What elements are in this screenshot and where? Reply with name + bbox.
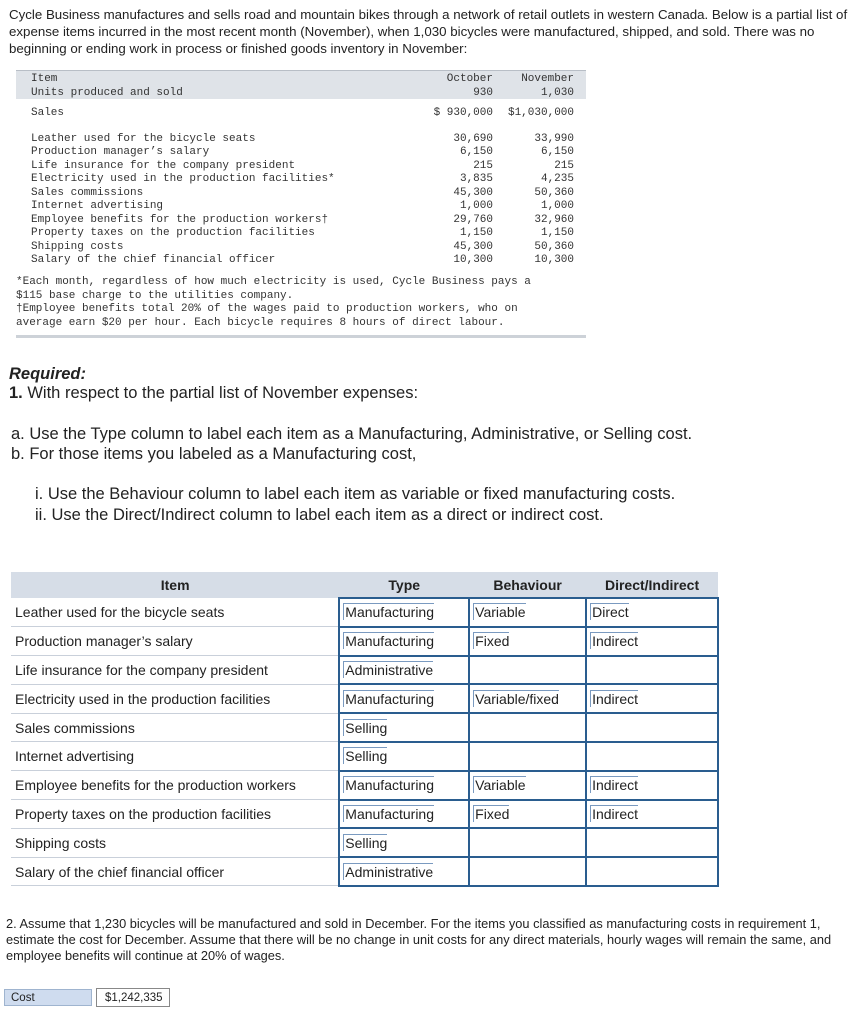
expense-row: [16, 254, 586, 268]
expense-item-label: Sales: [31, 107, 65, 119]
cell-value: Administrative: [345, 863, 434, 880]
october-value: 45,300: [453, 240, 493, 253]
header-item: Item: [11, 572, 339, 598]
cell-value: Variable: [475, 604, 526, 621]
expense-row: [16, 200, 586, 214]
cell-value: Selling: [345, 719, 388, 736]
table-row: [11, 742, 718, 771]
november-value: 6,150: [540, 146, 574, 158]
item-cell: Production manager’s salary: [11, 627, 339, 656]
cell-value: Manufacturing: [345, 805, 434, 822]
expense-item-label: Property taxes on the production facilities: [31, 227, 315, 239]
note-line: $115 base charge to the utilities company.: [16, 289, 294, 302]
cell-value: Direct: [592, 604, 629, 621]
october-value: 10,300: [453, 254, 493, 266]
table-row: [11, 656, 718, 685]
november-value: 1,150: [540, 227, 574, 239]
note-line: *Each month, regardless of how much electricity is used, Cycle Business pays a: [16, 276, 531, 288]
expense-item-label: Shipping costs: [31, 240, 124, 253]
q1-text: [9, 384, 418, 403]
type-cell[interactable]: [339, 800, 469, 829]
note-line: †Employee benefits total 20% of the wages paid to production workers, who on: [16, 303, 518, 315]
direct-indirect-cell[interactable]: [586, 857, 718, 886]
october-value: $ 930,000: [433, 107, 493, 119]
direct-indirect-cell[interactable]: [586, 771, 718, 800]
expense-table: [16, 70, 586, 268]
expense-row: [16, 187, 586, 201]
header-type: Type: [339, 572, 469, 598]
header-item: Item: [31, 73, 58, 85]
november-value: 10,300: [534, 254, 574, 266]
type-cell[interactable]: [339, 771, 469, 800]
expense-item-label: Sales commissions: [31, 186, 144, 199]
cell-value: Fixed: [475, 633, 510, 650]
direct-indirect-cell[interactable]: [586, 713, 718, 742]
november-value: 50,360: [534, 186, 574, 199]
req-a: a. Use the Type column to label each item as a Manufacturing, Administrative, or Selling cost.: [11, 425, 693, 443]
cell-value: Selling: [345, 834, 388, 851]
req-ii: ii. Use the Direct/Indirect column to label each item as a direct or indirect cost.: [35, 506, 604, 524]
cell-value: Fixed: [475, 805, 510, 822]
type-cell[interactable]: [339, 684, 469, 713]
cost-input[interactable]: $1,242,335: [96, 988, 170, 1007]
direct-indirect-cell[interactable]: [586, 598, 718, 627]
november-value: $1,030,000: [507, 107, 574, 119]
table-row: [11, 598, 718, 627]
expense-row: [16, 146, 586, 160]
expense-row: [16, 173, 586, 187]
direct-indirect-cell[interactable]: [586, 684, 718, 713]
item-cell: Shipping costs: [11, 828, 339, 857]
november-value: 1,000: [540, 200, 574, 212]
direct-indirect-cell[interactable]: [586, 742, 718, 771]
q1-number: 1.: [9, 384, 23, 402]
note-line: average earn $20 per hour. Each bicycle requires 8 hours of direct labour.: [16, 316, 505, 329]
october-value: 215: [473, 159, 493, 172]
units-november: 1,030: [540, 87, 574, 99]
direct-indirect-cell[interactable]: [586, 828, 718, 857]
october-value: 30,690: [453, 132, 493, 145]
cell-value: Indirect: [592, 633, 639, 650]
item-cell: Salary of the chief financial officer: [11, 857, 339, 886]
expense-item-label: Internet advertising: [31, 200, 164, 212]
divider: [16, 335, 586, 338]
item-cell: Sales commissions: [11, 713, 339, 742]
header-november: November: [521, 73, 574, 85]
type-cell[interactable]: [339, 828, 469, 857]
req-b: b. For those items you labeled as a Manufacturing cost,: [11, 445, 417, 463]
type-cell[interactable]: [339, 627, 469, 656]
october-value: 3,835: [459, 173, 493, 185]
behaviour-cell[interactable]: [469, 771, 586, 800]
intro-paragraph: Cycle Business manufactures and sells road and mountain bikes through a network of retail outlets in western Canada. Below is a partial list of expense items incurred in the most recent month (November), when 1,030 bicycles were manufactured, shipped, and sold. There was no beginning or ending work in process or finished goods inventory in November:: [9, 7, 848, 56]
cell-value: Indirect: [592, 777, 639, 794]
november-value: 215: [554, 159, 574, 172]
table-row: [11, 713, 718, 742]
expense-item-label: Life insurance for the company president: [31, 159, 296, 172]
type-cell[interactable]: [339, 656, 469, 685]
item-cell: Employee benefits for the production workers: [11, 771, 339, 800]
table-row: [11, 771, 718, 800]
october-value: 29,760: [453, 213, 493, 226]
type-cell[interactable]: [339, 742, 469, 771]
october-value: 6,150: [459, 146, 493, 158]
behaviour-cell[interactable]: [469, 598, 586, 627]
table-row: [11, 857, 718, 886]
type-cell[interactable]: [339, 857, 469, 886]
units-october: 930: [473, 87, 493, 99]
cell-value: Manufacturing: [345, 633, 434, 650]
cell-value: Selling: [345, 748, 388, 765]
october-value: 1,150: [459, 227, 493, 239]
q1-label: With respect to the partial list of November expenses:: [27, 384, 419, 402]
october-value: 45,300: [453, 186, 493, 199]
header-units: Units produced and sold: [31, 87, 183, 99]
header-behaviour: Behaviour: [469, 572, 586, 598]
type-cell[interactable]: [339, 598, 469, 627]
answer-table-body: [11, 598, 718, 886]
expense-notes: [16, 276, 586, 330]
november-value: 32,960: [534, 213, 574, 226]
behaviour-cell[interactable]: [469, 684, 586, 713]
behaviour-cell[interactable]: [469, 857, 586, 886]
cell-value: Variable/fixed: [475, 690, 559, 707]
behaviour-cell[interactable]: [469, 713, 586, 742]
expense-row: [16, 133, 586, 147]
item-cell: Leather used for the bicycle seats: [11, 598, 339, 627]
behaviour-cell[interactable]: [469, 656, 586, 685]
header-october: October: [446, 73, 493, 85]
header-direct-indirect: Direct/Indirect: [586, 572, 718, 598]
expense-row: [16, 241, 586, 255]
direct-indirect-cell[interactable]: [586, 800, 718, 829]
november-value: 33,990: [534, 132, 574, 145]
november-value: 50,360: [534, 240, 574, 253]
expense-table-header: [16, 70, 586, 99]
table-row: [11, 684, 718, 713]
expense-row: [16, 107, 586, 121]
expense-rows: [16, 107, 586, 268]
expense-row: [16, 227, 586, 241]
behaviour-cell[interactable]: [469, 742, 586, 771]
behaviour-cell[interactable]: [469, 627, 586, 656]
cell-value: Indirect: [592, 805, 639, 822]
cell-value: Administrative: [345, 661, 434, 678]
expense-row: [16, 160, 586, 174]
expense-item-label: Production manager’s salary: [31, 146, 210, 158]
item-cell: Electricity used in the production facilities: [11, 684, 339, 713]
expense-item-label: Salary of the chief financial officer: [31, 254, 276, 266]
item-cell: Property taxes on the production facilities: [11, 800, 339, 829]
answer-table: [11, 572, 719, 887]
expense-item-label: Leather used for the bicycle seats: [31, 132, 256, 145]
table-row: [11, 800, 718, 829]
type-cell[interactable]: [339, 713, 469, 742]
cell-value: Manufacturing: [345, 604, 434, 621]
behaviour-cell[interactable]: [469, 800, 586, 829]
q2-text: 2. Assume that 1,230 bicycles will be manufactured and sold in December. For the items you classified as manufacturing costs in requirement 1, estimate the cost for December. Assume that there will be no change in unit costs for any direct materials, hourly wages will remain the same, and employee benefits will continue at 20% of wages.: [6, 916, 832, 963]
cell-value: Manufacturing: [345, 777, 434, 794]
cell-value: Variable: [475, 777, 526, 794]
req-i: i. Use the Behaviour column to label each item as variable or fixed manufacturing costs.: [35, 485, 676, 503]
expense-item-label: Employee benefits for the production workers†: [31, 213, 329, 226]
cell-value: Manufacturing: [345, 690, 434, 707]
item-cell: Life insurance for the company president: [11, 656, 339, 685]
behaviour-cell[interactable]: [469, 828, 586, 857]
cell-value: Indirect: [592, 690, 639, 707]
direct-indirect-cell[interactable]: [586, 656, 718, 685]
cost-label: Cost: [4, 989, 92, 1006]
expense-item-label: Electricity used in the production facilities*: [31, 173, 335, 185]
table-row: [11, 828, 718, 857]
table-row: [11, 627, 718, 656]
item-cell: Internet advertising: [11, 742, 339, 771]
october-value: 1,000: [459, 200, 493, 212]
direct-indirect-cell[interactable]: [586, 627, 718, 656]
required-title: Required:: [9, 365, 87, 383]
november-value: 4,235: [540, 173, 574, 185]
expense-row: [16, 214, 586, 228]
